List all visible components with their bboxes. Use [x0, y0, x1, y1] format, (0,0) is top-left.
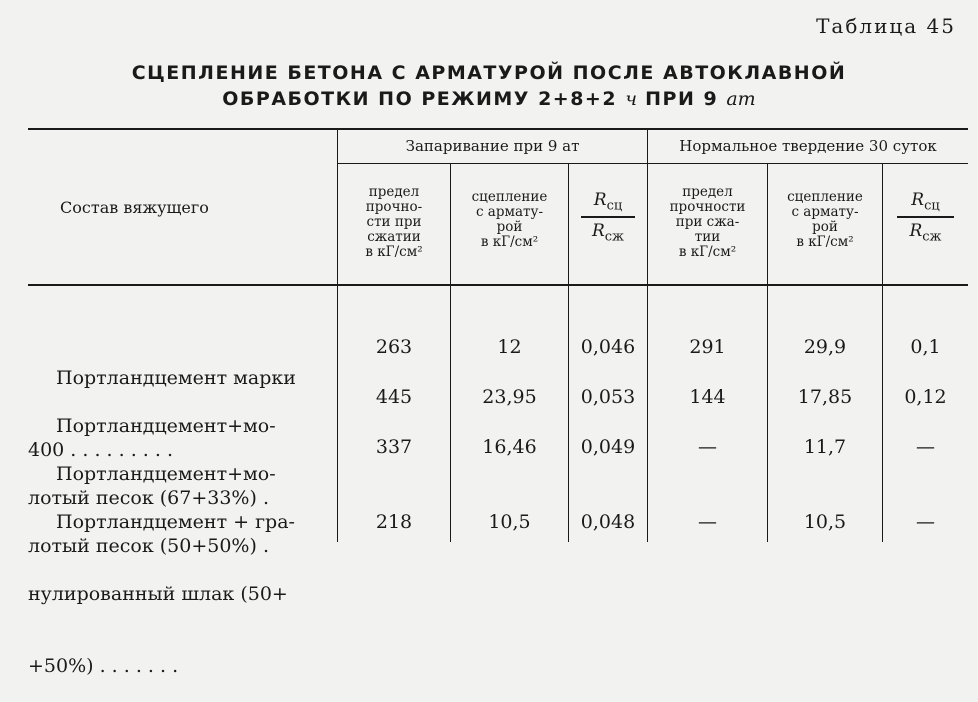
rule-top — [28, 128, 968, 130]
ratio-denominator: $R_{сж}$ — [591, 220, 625, 245]
cell-value: 17,85 — [797, 386, 853, 408]
label-line: Портландцемент марки — [56, 367, 296, 389]
header-line: предел — [682, 184, 733, 200]
cell-value: — — [916, 436, 935, 458]
row-label-portland-slag — [28, 462, 295, 702]
table-number: Таблица 45 — [816, 14, 956, 38]
header-line: с армату- — [475, 204, 544, 220]
label-line: 400 . . . . . . . . . — [28, 439, 173, 461]
header-line: в кГ/см² — [796, 234, 854, 250]
column-header-composition: Состав вяжущего — [60, 198, 209, 217]
title-line-2-part-c: ПРИ 9 — [645, 88, 719, 110]
label-line: лотый песок (50+50%) . — [28, 535, 269, 557]
header-line: сжатии — [367, 229, 421, 245]
column-header-strength-steamed — [338, 185, 450, 260]
header-line: рой — [496, 219, 523, 235]
label-line: Портландцемент + гра- — [56, 511, 295, 533]
column-header-bond-normal — [768, 190, 882, 250]
column-header-bond-steamed — [451, 190, 568, 250]
column-header-ratio-steamed — [569, 190, 647, 244]
label-line: Портландцемент+мо- — [56, 463, 276, 485]
cell-value: 10,5 — [488, 511, 531, 533]
header-line: прочно- — [365, 199, 423, 215]
cell-value: 0,048 — [580, 511, 636, 533]
label-line: +50%) . . . . . . . — [28, 655, 179, 677]
title-line-2-part-a: ОБРАБОТКИ ПО РЕЖИМУ 2+8+2 — [222, 88, 618, 110]
fraction-bar — [897, 216, 954, 218]
column-header-ratio-normal — [883, 190, 968, 244]
cell-value: 0,049 — [580, 436, 636, 458]
header-line: в кГ/см² — [480, 234, 539, 250]
rule-header-bottom — [28, 284, 968, 286]
cell-value: 0,1 — [910, 336, 941, 358]
header-line: при сжа- — [675, 214, 740, 230]
cell-value: — — [698, 511, 717, 533]
fraction-bar — [581, 216, 635, 218]
cell-value: 263 — [375, 336, 413, 358]
cell-value: 0,046 — [580, 336, 636, 358]
header-line: предел — [368, 184, 420, 200]
column-group-steaming: Запаривание при 9 ат — [405, 137, 580, 155]
cell-value: 291 — [689, 336, 726, 358]
header-line: тии — [694, 229, 721, 245]
header-line: прочности — [669, 199, 746, 215]
cell-value: 337 — [375, 436, 413, 458]
ratio-numerator: $R_{сц}$ — [593, 190, 623, 214]
header-line: в кГ/см² — [365, 244, 423, 260]
cell-value: 445 — [375, 386, 413, 408]
cell-value: 29,9 — [803, 336, 847, 358]
column-group-normal-hardening: Нормальное твердение 30 суток — [679, 137, 937, 155]
title-line-1: СЦЕПЛЕНИЕ БЕТОНА С АРМАТУРОЙ ПОСЛЕ АВТОКЛАВНОЙ — [131, 62, 847, 84]
column-header-strength-normal — [648, 185, 767, 260]
header-line: сцепление — [471, 189, 548, 205]
cell-value: 144 — [689, 386, 726, 408]
cell-value: 0,053 — [580, 386, 636, 408]
header-line: в кГ/см² — [678, 244, 737, 260]
title-line-2-part-d: ат — [726, 88, 756, 110]
title-line-2 — [0, 86, 978, 112]
ratio-denominator: $R_{сж}$ — [909, 220, 942, 245]
header-line: с армату- — [791, 204, 859, 220]
header-line: сти при — [366, 214, 422, 230]
cell-value: 12 — [497, 336, 522, 358]
ratio-numerator: $R_{сц}$ — [911, 190, 940, 214]
table-title — [0, 60, 978, 112]
cell-value: 10,5 — [803, 511, 847, 533]
label-line: лотый песок (67+33%) . — [28, 487, 269, 509]
label-line: нулированный шлак (50+ — [28, 583, 288, 605]
cell-value: 16,46 — [482, 436, 537, 458]
rule-group-bottom — [338, 163, 968, 164]
cell-value: 23,95 — [482, 386, 537, 408]
cell-value: 11,7 — [803, 436, 847, 458]
header-line: сцепление — [787, 189, 863, 205]
title-line-2-part-b: ч — [625, 88, 638, 110]
cell-value: — — [698, 436, 717, 458]
cell-value: — — [916, 511, 935, 533]
cell-value: 218 — [375, 511, 413, 533]
cell-value: 0,12 — [904, 386, 947, 408]
label-line: Портландцемент+мо- — [56, 415, 276, 437]
header-line: рой — [812, 219, 838, 235]
